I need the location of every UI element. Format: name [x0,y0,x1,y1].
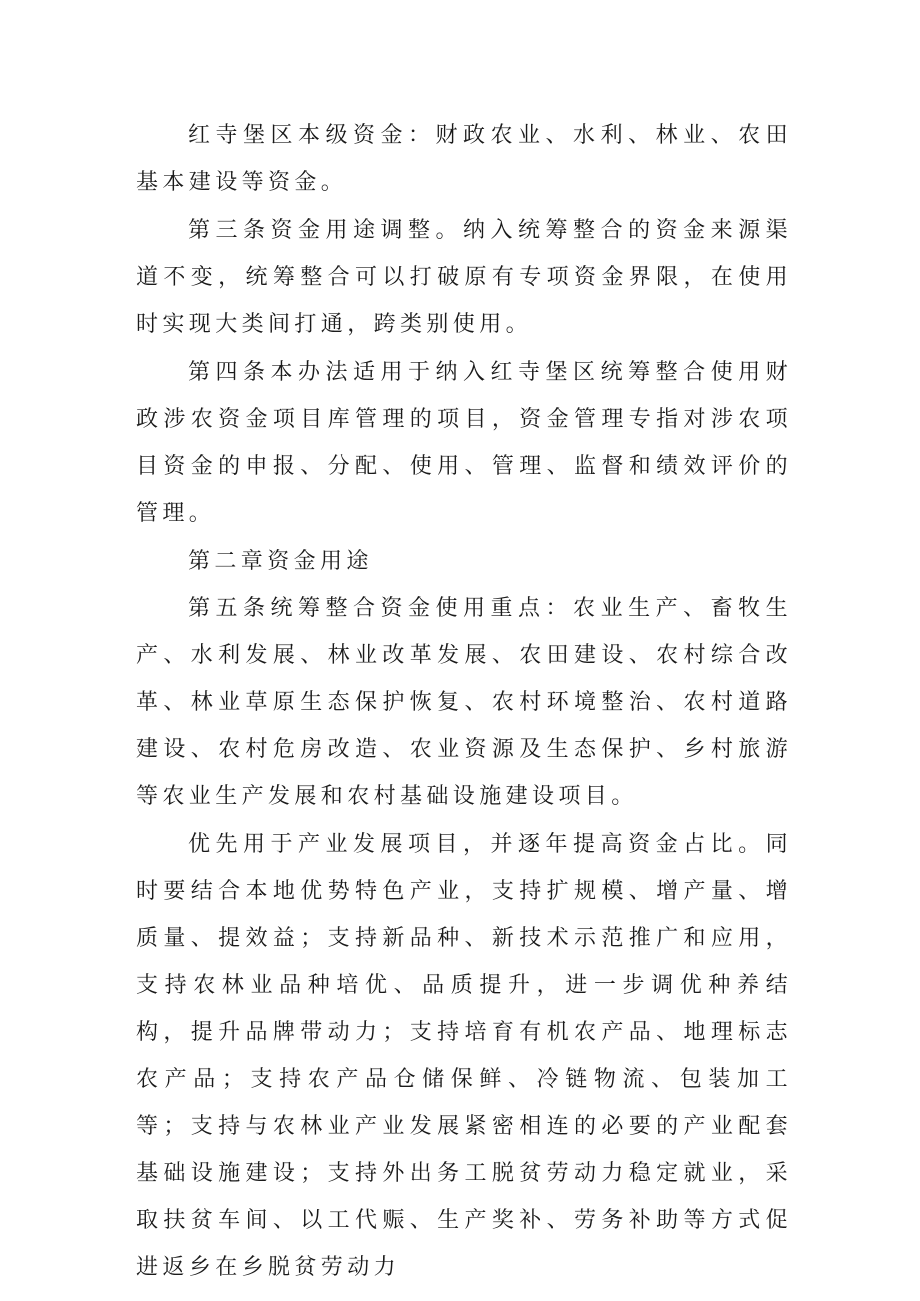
paragraph-article-3: 第三条资金用途调整。纳入统筹整合的资金来源渠道不变，统筹整合可以打破原有专项资金界限，在使用时实现大类间打通，跨类别使用。 [136,218,792,337]
paragraph-local-funds: 红寺堡区本级资金：财政农业、水利、林业、农田基本建设等资金。 [136,123,792,195]
paragraph-article-5: 第五条统筹整合资金使用重点：农业生产、畜牧生产、水利发展、林业改革发展、农田建设、农村综合改革、林业草原生态保护恢复、农村环境整治、农村道路建设、农村危房改造、农业资源及生态保护、乡村旅游等农业生产发展和农村基础设施建设项目。 [136,596,792,809]
document-body [136,112,792,1291]
paragraph-article-4: 第四条本办法适用于纳入红寺堡区统筹整合使用财政涉农资金项目库管理的项目，资金管理专指对涉农项目资金的申报、分配、使用、管理、监督和绩效评价的管理。 [136,360,792,526]
paragraph-priority-use: 优先用于产业发展项目，并逐年提高资金占比。同时要结合本地优势特色产业，支持扩规模、增产量、增质量、提效益；支持新品种、新技术示范推广和应用，支持农林业品种培优、品质提升，进一步调优种养结构，提升品牌带动力；支持培育有机农产品、地理标志农产品；支持农产品仓储保鲜、冷链物流、包装加工等；支持与农林业产业发展紧密相连的必要的产业配套基础设施建设；支持外出务工脱贫劳动力稳定就业，采取扶贫车间、以工代赈、生产奖补、劳务补助等方式促进返乡在乡脱贫劳动力 [136,832,792,1280]
chapter-heading: 第二章资金用途 [188,549,373,574]
